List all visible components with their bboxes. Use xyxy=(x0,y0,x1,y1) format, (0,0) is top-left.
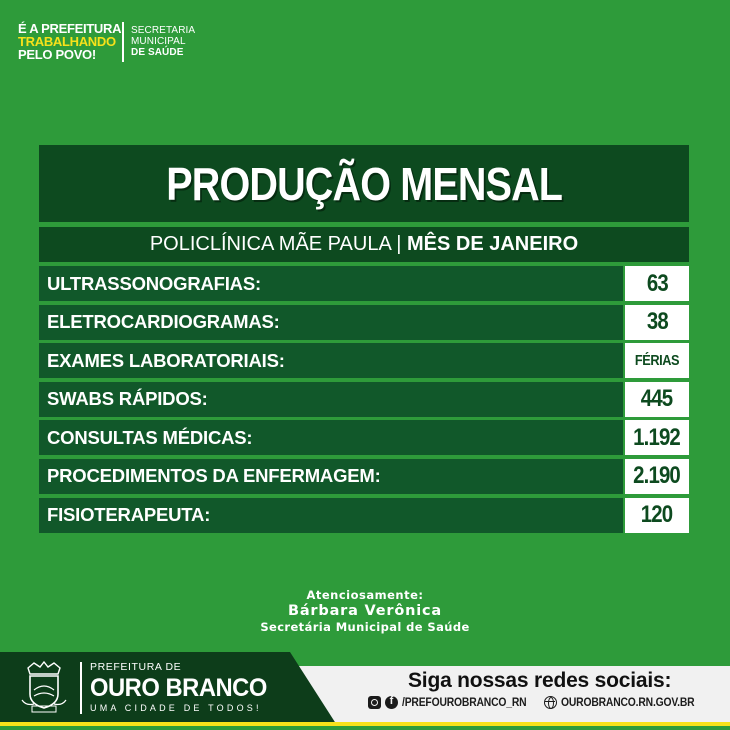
brand-top-text: PREFEITURA DE xyxy=(90,661,182,673)
table-row xyxy=(39,459,689,494)
row-label: PROCEDIMENTOS DA ENFERMAGEM: xyxy=(47,465,381,487)
table-row xyxy=(39,305,689,340)
slogan xyxy=(18,22,121,61)
brand-tagline: UMA CIDADE DE TODOS! xyxy=(90,702,262,713)
slogan-line-3: PELO POVO! xyxy=(18,47,96,62)
social-handle-row[interactable] xyxy=(368,696,540,709)
row-value-cell xyxy=(625,498,689,533)
row-label-cell xyxy=(39,498,623,533)
row-value: 2.190 xyxy=(633,462,681,490)
title-panel xyxy=(39,145,689,222)
table-row xyxy=(39,382,689,417)
row-value-cell xyxy=(625,382,689,417)
website-link[interactable]: OUROBRANCO.RN.GOV.BR xyxy=(561,696,695,709)
row-value: 120 xyxy=(641,501,673,529)
row-value-cell xyxy=(625,305,689,340)
production-table xyxy=(39,266,689,536)
row-label: FISIOTERAPEUTA: xyxy=(47,504,211,526)
row-label-cell xyxy=(39,343,623,378)
city-crest-icon xyxy=(20,660,68,718)
row-value: 63 xyxy=(646,269,668,297)
department-line-3: DE SAÚDE xyxy=(131,47,184,59)
row-label-cell xyxy=(39,420,623,455)
social-title: Siga nossas redes sociais: xyxy=(408,669,672,692)
slogan-line-2: TRABALHANDO xyxy=(18,34,116,49)
subtitle-unit: POLICLÍNICA MÃE PAULA | xyxy=(149,233,402,255)
department-line-2: MUNICIPAL xyxy=(131,36,186,48)
department-label xyxy=(131,25,195,59)
table-row xyxy=(39,420,689,455)
table-row xyxy=(39,498,689,533)
subtitle-period: MÊS DE JANEIRO xyxy=(407,233,579,255)
facebook-icon: f xyxy=(385,696,398,709)
row-label: ELETROCARDIOGRAMAS: xyxy=(47,311,280,333)
page-title: PRODUÇÃO MENSAL xyxy=(166,157,562,210)
row-label: EXAMES LABORATORIAIS: xyxy=(47,349,285,371)
row-value-cell xyxy=(625,420,689,455)
row-label-cell xyxy=(39,305,623,340)
row-value: 1.192 xyxy=(633,423,681,451)
signature-closing: Atenciosamente: xyxy=(306,588,424,602)
row-value-cell xyxy=(625,343,689,378)
globe-icon xyxy=(544,696,557,709)
row-value: 38 xyxy=(646,308,668,336)
row-value: FÉRIAS xyxy=(634,352,680,370)
row-label-cell xyxy=(39,266,623,301)
row-label-cell xyxy=(39,382,623,417)
row-value: 445 xyxy=(641,385,673,413)
footer-green-stripe xyxy=(0,726,730,730)
city-brand xyxy=(90,662,276,713)
table-row xyxy=(39,266,689,301)
row-label: ULTRASSONOGRAFIAS: xyxy=(47,272,261,294)
table-row xyxy=(39,343,689,378)
subtitle xyxy=(150,233,578,256)
header-divider xyxy=(122,22,124,62)
brand-name: OURO BRANCO xyxy=(90,673,267,702)
department-line-1: SECRETARIA xyxy=(131,25,196,36)
social-handle[interactable]: /PREFOUROBRANCO_RN xyxy=(402,696,527,709)
subtitle-panel xyxy=(39,227,689,262)
website-row[interactable] xyxy=(544,696,709,709)
row-value-cell xyxy=(625,459,689,494)
signature xyxy=(0,589,730,634)
slogan-line-1: É A PREFEITURA xyxy=(18,21,122,36)
row-label-cell xyxy=(39,459,623,494)
signature-name: Bárbara Verônica xyxy=(288,603,442,620)
row-label: CONSULTAS MÉDICAS: xyxy=(47,426,253,448)
instagram-icon xyxy=(368,696,381,709)
footer-divider xyxy=(80,662,82,714)
signature-role: Secretária Municipal de Saúde xyxy=(260,619,470,634)
row-label: SWABS RÁPIDOS: xyxy=(47,388,208,410)
row-value-cell xyxy=(625,266,689,301)
